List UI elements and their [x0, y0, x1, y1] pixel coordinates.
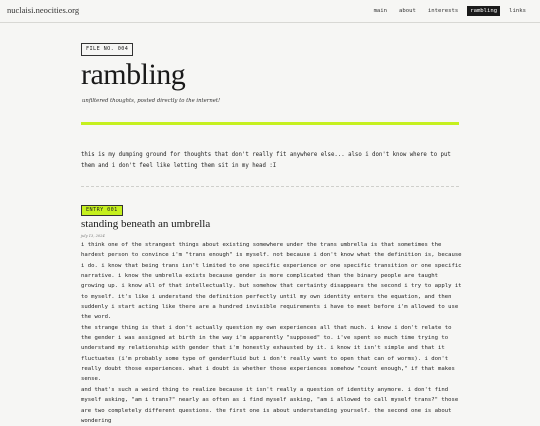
entry-paragraph: the strange thing is that i don't actually question my own experiences all that much. i know i don't relate to the gender i was assigned at birth in the way i'm apparently "supposed" to. i've spent so much time trying to understand my relationship with gender that i'm honestly exhausted by it. i know it isn't simple and that it fluctuates (i'm probably some type of genderfluid but i don't really want to open that can of worms). i don't really doubt those experiences. what i doubt is whether those experiences somehow "count enough," if that makes sense.	[81, 324, 455, 383]
top-bar	[0, 0, 540, 23]
nav-link-interests[interactable]: interests	[427, 8, 459, 14]
main-nav	[365, 6, 529, 16]
entry-date: july 13, 2024	[81, 234, 105, 238]
site-name[interactable]: nuclaisi.neocities.org	[7, 5, 80, 15]
entry-body	[81, 240, 464, 426]
dotted-divider	[81, 186, 459, 187]
nav-link-about[interactable]: about	[399, 8, 416, 14]
page-title: rambling	[81, 58, 186, 91]
entry-paragraph: and that's such a weird thing to realize because it isn't really a question of identity anymore. i don't find myself asking, "am i trans?" nearly as often as i find myself asking, "am i allowed to call myself trans?" those are two completely different questions. the first one is about understanding yourself. the second one is about wondering	[81, 386, 459, 424]
entry-badge: ENTRY 001	[81, 205, 123, 216]
file-label: FILE NO. 004	[81, 43, 133, 56]
entry-paragraph: i think one of the strangest things about existing somewhere under the trans umbrella is that sometimes the hardest person to convince i'm "trans enough" is myself. not because i don't know what the definition is, because i do. i know that being trans isn't limited to one specific experience or one specific transition or one specific narrative. i know the umbrella exists because gender is more complicated than the binary people are taught growing up. i know all of that intellectually. but somehow that certainty disappears the second i try to apply it to myself. it's like i understand the definition perfectly until my own identity enters the equation, and then suddenly i start acting like there are a hundred invisible requirements i have to meet before i'm allowed to use the word.	[81, 242, 462, 321]
entry-title: standing beneath an umbrella	[81, 218, 211, 230]
intro-text: this is my dumping ground for thoughts that don't really fit anywhere else... also i don't know where to put them and i don't feel like letting them sit in my head :I	[81, 152, 451, 169]
nav-link-main[interactable]: main	[373, 8, 388, 14]
nav-link-links[interactable]: links	[509, 8, 526, 14]
accent-divider	[81, 122, 459, 125]
nav-link-rambling[interactable]: rambling	[467, 6, 500, 16]
page-subtitle: unfiltered thoughts, posted directly to the internet!	[82, 98, 221, 104]
